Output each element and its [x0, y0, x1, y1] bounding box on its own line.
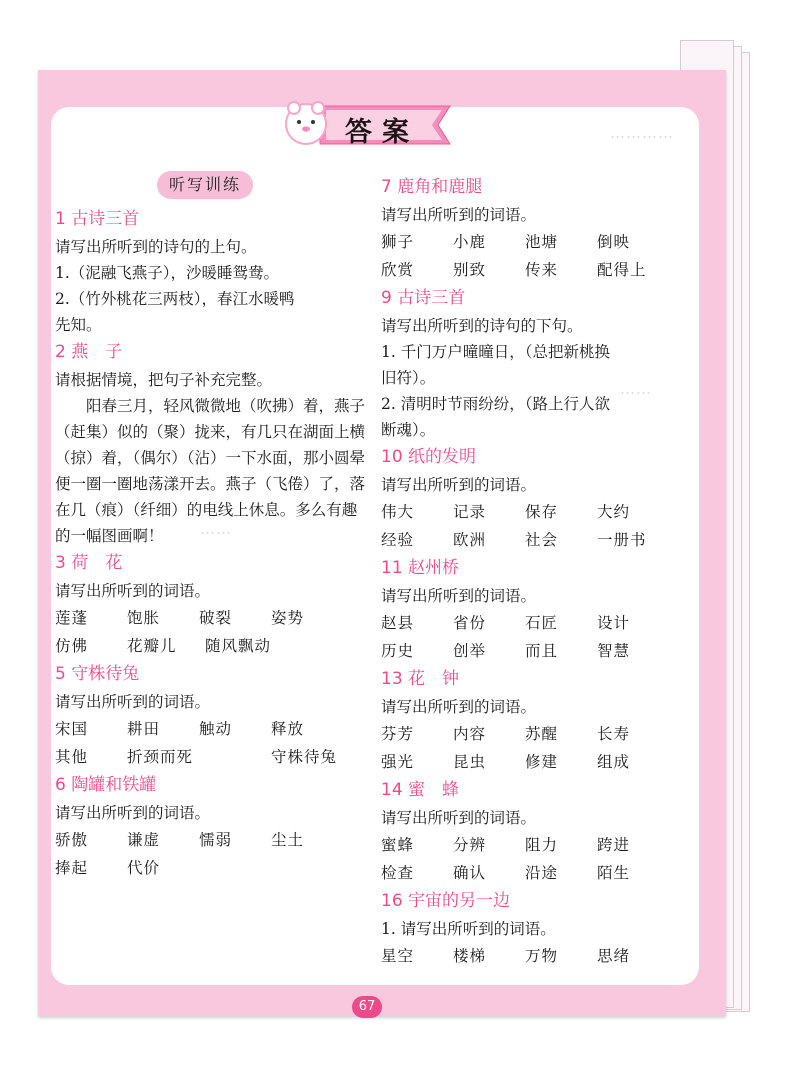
- word: 传来: [525, 261, 559, 279]
- section-heading: 16 宇宙的另一边: [381, 891, 511, 911]
- word: 沿途: [525, 864, 559, 882]
- word-row: [381, 526, 691, 554]
- word: 组成: [597, 753, 631, 771]
- word: 创举: [453, 642, 487, 660]
- bleed-through-text: ……: [620, 380, 652, 398]
- section-heading: 7 鹿角和鹿腿: [381, 177, 483, 197]
- word: 内容: [453, 725, 487, 743]
- word: 倒映: [597, 233, 631, 251]
- word: 星空: [381, 947, 415, 965]
- word: 而且: [525, 642, 559, 660]
- word: 欧洲: [453, 531, 487, 549]
- bleed-through-text: ……: [200, 520, 232, 538]
- word: 池塘: [525, 233, 559, 251]
- answer-line: 请写出所听到的诗句的上句。: [55, 238, 257, 256]
- answer-line: 1. 千门万户曈曈日，（总把新桃换: [381, 343, 610, 361]
- word: 苏醒: [525, 725, 559, 743]
- answer-section: [381, 554, 691, 665]
- word-row: [381, 748, 691, 776]
- word: 别致: [453, 261, 487, 279]
- answer-line: 1.（泥融飞燕子），沙暖睡鸳鸯。: [55, 264, 280, 282]
- answer-section: [55, 660, 365, 771]
- left-column: [55, 205, 365, 882]
- word: 谦虚: [127, 831, 161, 849]
- word: 长寿: [597, 725, 631, 743]
- word: 欣赏: [381, 261, 415, 279]
- word: 配得上: [597, 261, 647, 279]
- word: 伟大: [381, 503, 415, 521]
- answer-section: [381, 776, 691, 887]
- word-row: [381, 859, 691, 887]
- word: 石匠: [525, 614, 559, 632]
- answer-line: 先知。: [55, 316, 102, 334]
- word-row: [55, 604, 365, 632]
- word: 经验: [381, 531, 415, 549]
- word: 姿势: [271, 609, 305, 627]
- word: 小鹿: [453, 233, 487, 251]
- word: 社会: [525, 531, 559, 549]
- word: 守株待兔: [271, 748, 338, 766]
- word: 省份: [453, 614, 487, 632]
- word-row: [381, 228, 691, 256]
- word: 代价: [127, 859, 161, 877]
- word: 赵县: [381, 614, 415, 632]
- word-row: [381, 637, 691, 665]
- word: 狮子: [381, 233, 415, 251]
- answer-line: 请根据情境，把句子补充完整。: [55, 371, 273, 389]
- instruction: 请写出所听到的词语。: [381, 809, 537, 827]
- bleed-through-text: …………: [610, 124, 674, 142]
- word-row: [55, 743, 365, 771]
- answer-line: 2. 清明时节雨纷纷，（路上行人欲: [381, 395, 610, 413]
- word: 保存: [525, 503, 559, 521]
- section-heading: 1 古诗三首: [55, 209, 140, 229]
- section-heading: 6 陶罐和铁罐: [55, 775, 157, 795]
- instruction: 请写出所听到的词语。: [55, 693, 211, 711]
- section-heading: 13 花 钟: [381, 669, 460, 689]
- answer-paragraph: 阳春三月，轻风微微地（吹拂）着，燕子（赶集）似的（聚）拢来，有几只在湖面上横（掠）着，（偶尔）（沾）一下水面，那小圆晕便一圈一圈地荡漾开去。燕子（飞倦）了，落在几（痕）（纤细）的电线上休息。多么有趣的一幅图画啊！: [55, 397, 366, 545]
- word: 其他: [55, 748, 89, 766]
- word: 随风飘动: [205, 637, 272, 655]
- word: 楼梯: [453, 947, 487, 965]
- section-heading: 14 蜜 蜂: [381, 780, 460, 800]
- section-heading: 5 守株待兔: [55, 664, 140, 684]
- section-heading: 10 纸的发明: [381, 447, 477, 467]
- word: 释放: [271, 720, 305, 738]
- word: 记录: [453, 503, 487, 521]
- word: 捧起: [55, 859, 89, 877]
- word: 确认: [453, 864, 487, 882]
- word-row: [381, 720, 691, 748]
- word: 骄傲: [55, 831, 89, 849]
- word: 饱胀: [127, 609, 161, 627]
- word: 莲蓬: [55, 609, 89, 627]
- answer-line: 2.（竹外桃花三两枝），春江水暖鸭: [55, 290, 295, 308]
- word-row: [55, 854, 365, 882]
- instruction: 请写出所听到的词语。: [381, 206, 537, 224]
- answer-section: [381, 173, 691, 284]
- instruction: 1. 请写出所听到的词语。: [381, 920, 556, 938]
- answer-section: [55, 338, 365, 549]
- word: 历史: [381, 642, 415, 660]
- word-row: [381, 942, 691, 970]
- instruction: 请写出所听到的词语。: [381, 698, 537, 716]
- word: 检查: [381, 864, 415, 882]
- word: 一册书: [597, 531, 647, 549]
- word: 触动: [199, 720, 233, 738]
- answer-line: 旧符）。: [381, 369, 436, 387]
- word: 万物: [525, 947, 559, 965]
- word: 昆虫: [453, 753, 487, 771]
- word: 懦弱: [199, 831, 233, 849]
- word-row: [381, 831, 691, 859]
- word: 修建: [525, 753, 559, 771]
- instruction: 请写出所听到的词语。: [381, 476, 537, 494]
- word: 思绪: [597, 947, 631, 965]
- right-column: [381, 173, 691, 970]
- section-pill: 听写训练: [157, 171, 253, 199]
- answer-section: [381, 284, 691, 443]
- word-row: [381, 498, 691, 526]
- word: 折颈而死: [127, 748, 194, 766]
- word: 设计: [597, 614, 631, 632]
- word: 芬芳: [381, 725, 415, 743]
- word-row: [55, 715, 365, 743]
- word: 耕田: [127, 720, 161, 738]
- section-heading: 11 赵州桥: [381, 558, 460, 578]
- word: 蜜蜂: [381, 836, 415, 854]
- word-row: [381, 609, 691, 637]
- answer-section: [55, 771, 365, 882]
- word-row: [381, 256, 691, 284]
- answer-line: 断魂）。: [381, 421, 436, 439]
- word: 智慧: [597, 642, 631, 660]
- section-heading: 9 古诗三首: [381, 288, 466, 308]
- word: 破裂: [199, 609, 233, 627]
- page-number: 67: [352, 996, 382, 1018]
- answer-section: [381, 665, 691, 776]
- word: 花瓣儿: [127, 637, 177, 655]
- word: 仿佛: [55, 637, 89, 655]
- answer-section: [381, 887, 691, 970]
- word-row: [55, 826, 365, 854]
- word: 分辨: [453, 836, 487, 854]
- word: 陌生: [597, 864, 631, 882]
- answer-line: 请写出所听到的诗句的下句。: [381, 317, 583, 335]
- word: 宋国: [55, 720, 89, 738]
- word: 尘土: [271, 831, 305, 849]
- answer-section: [55, 549, 365, 660]
- section-heading: 3 荷 花: [55, 553, 123, 573]
- answer-section: [381, 443, 691, 554]
- word: 强光: [381, 753, 415, 771]
- answer-section: [55, 205, 365, 338]
- word: 阻力: [525, 836, 559, 854]
- banner-title: 答案: [345, 117, 419, 148]
- instruction: 请写出所听到的词语。: [55, 804, 211, 822]
- instruction: 请写出所听到的词语。: [55, 582, 211, 600]
- word: 大约: [597, 503, 631, 521]
- instruction: 请写出所听到的词语。: [381, 587, 537, 605]
- section-heading: 2 燕 子: [55, 342, 123, 362]
- word-row: [55, 632, 365, 660]
- word: 跨进: [597, 836, 631, 854]
